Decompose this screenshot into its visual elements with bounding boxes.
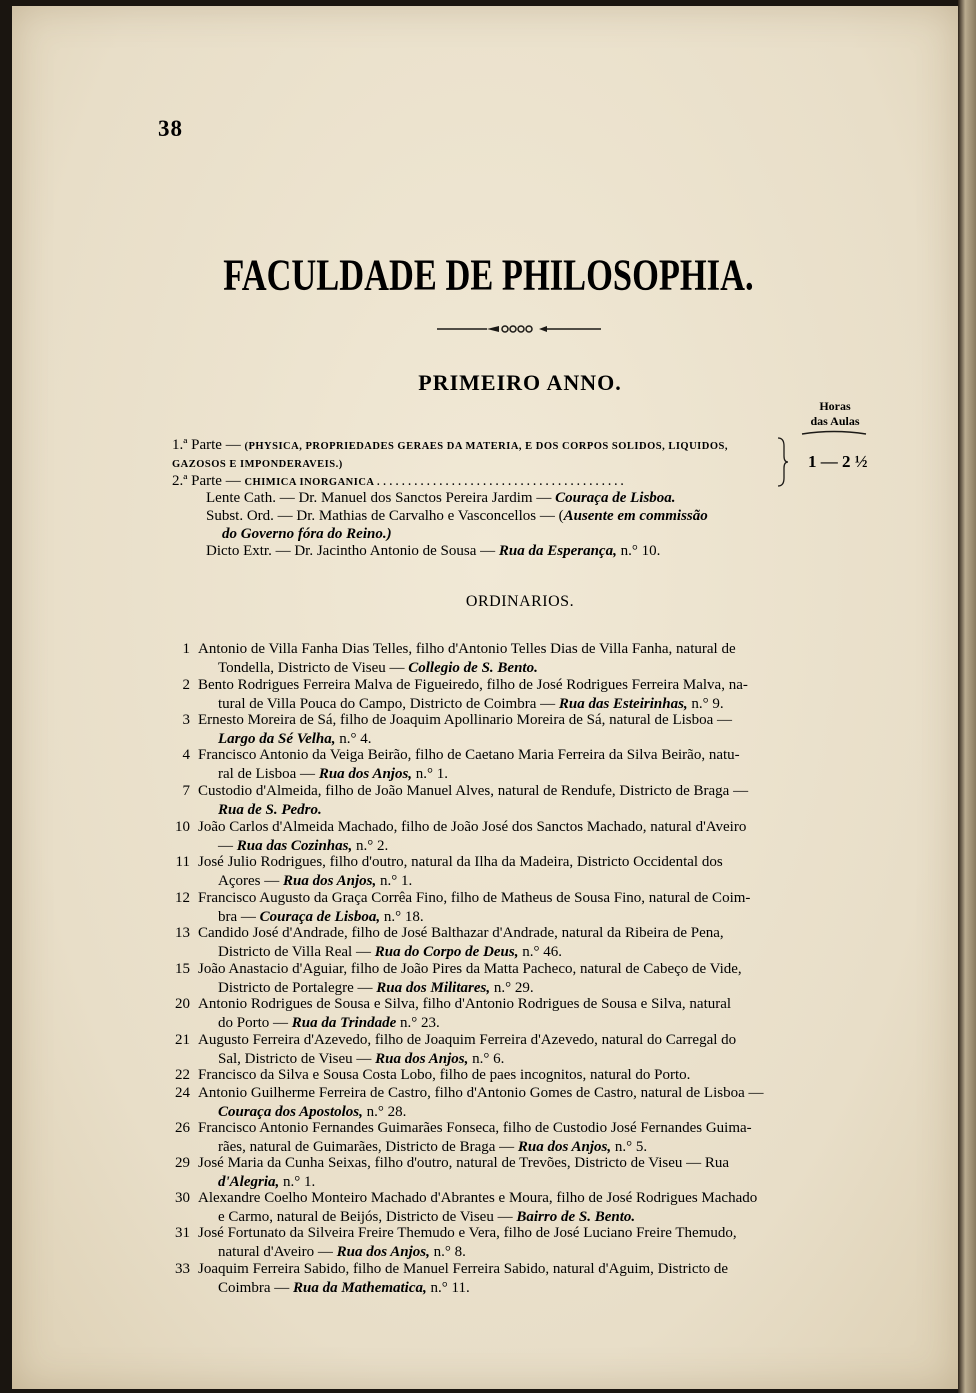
ornament-divider-icon [437,324,601,334]
part2-description: CHIMICA INORGANICA . . . . . . . . . . . . . . . . . . . . . . . . . . . . . . . . . . . . . . . . [244,477,624,488]
entry-address: Couraça de Lisboa, [259,908,381,925]
list-item [162,640,872,677]
list-item [162,1119,872,1156]
part1-description: (PHYSICA, PROPRIEDADES GERAES DA MATERIA, E DOS CORPOS SOLIDOS, LIQUIDOS, [244,441,728,452]
entry-text: bra — [218,908,260,925]
entry-number: 3 [182,712,190,728]
entry-address-number: n.° 29. [490,979,534,996]
entry-line: João Carlos d'Almeida Machado, filho de João José dos Sanctos Machado, natural d'Aveiro [198,819,747,835]
entry-number: 12 [175,890,190,906]
entry-address-number: n.° 4. [335,730,372,747]
entry-number: 29 [175,1155,190,1171]
entry-line: Francisco da Silva e Sousa Costa Lobo, filho de paes incognitos, natural do Porto. [198,1067,691,1083]
staff-address: Couraça de Lisboa. [555,490,676,506]
entry-number: 7 [182,783,190,799]
hours-value: 1 — 2 ½ [808,452,868,471]
entry-address-number: n.° 23. [396,1014,440,1031]
entry-text: do Porto — [218,1014,292,1031]
entry-line: Francisco Augusto da Graça Corrêa Fino, filho de Matheus de Sousa Fino, natural de Coim- [198,890,751,906]
book-edge [958,0,976,1393]
staff-role: Dicto Extr. — Dr. Jacintho Antonio de Sousa — [206,543,499,559]
entry-address-number: n.° 46. [518,943,562,960]
entry-address: Rua de S. Pedro. [218,801,322,818]
entry-line: Candido José d'Andrade, filho de José Balthazar d'Andrade, natural da Ribeira de Pena, [198,925,724,941]
entry-line: Alexandre Coelho Monteiro Machado d'Abrantes e Moura, filho de José Rodrigues Machado [198,1190,758,1206]
entry-line-continued [218,1014,440,1033]
list-item [162,1260,872,1297]
entry-number: 2 [182,677,190,693]
page-number: 38 [158,116,183,141]
entry-line-continued [218,1243,466,1262]
entry-address-number: n.° 1. [412,765,449,782]
list-item [162,1154,872,1191]
entry-line: Custodio d'Almeida, filho de João Manuel Alves, natural de Rendufe, Districto de Braga — [198,783,749,799]
page-title-text: FACULDADE DE PHILOSOPHIA. [222,251,754,301]
entry-address-number: n.° 8. [429,1243,466,1260]
entry-text: tural de Villa Pouca do Campo, Districto de Coimbra — [218,695,559,712]
entry-address: d'Alegria, [218,1173,280,1190]
entry-line: Joaquim Ferreira Sabido, filho de Manuel Ferreira Sabido, natural d'Aguim, Districto de [198,1261,729,1277]
entry-number: 26 [175,1120,190,1136]
entry-line: José Maria da Cunha Seixas, filho d'outro, natural de Trevões, Districto de Viseu — Rua [198,1155,730,1171]
entry-number: 15 [175,961,190,977]
entry-address-number: n.° 28. [362,1103,407,1120]
list-item [162,711,872,748]
list-item [162,1031,872,1068]
entry-address: Rua dos Anjos, [318,765,413,782]
list-item [162,1189,872,1226]
entry-text: Districto de Villa Real — [218,943,375,960]
list-item [162,889,872,926]
part1-label: 1.ª Parte — [172,437,241,453]
year-heading: PRIMEIRO ANNO. [418,370,622,395]
entry-text: natural d'Aveiro — [218,1243,337,1260]
entry-text: e Carmo, natural de Beijós, Districto de Viseu — [218,1208,517,1225]
staff-row [206,489,676,507]
entry-number: 33 [175,1261,190,1277]
entry-address: Largo da Sé Velha, [218,730,336,747]
entry-line: Augusto Ferreira d'Azevedo, filho de Joaquim Ferreira d'Azevedo, natural do Carregal do [198,1032,737,1048]
entry-address: Rua da Trindade [291,1014,397,1031]
entry-line: Ernesto Moreira de Sá, filho de Joaquim Apollinario Moreira de Sá, natural de Lisboa — [198,712,733,728]
entry-address-number: n.° 18. [380,908,424,925]
brace-icon [776,436,788,488]
hours-header [798,399,872,429]
entry-line-continued [218,872,412,891]
list-item [162,746,872,783]
entry-line: Antonio Rodrigues de Sousa e Silva, filho d'Antonio Rodrigues de Sousa e Silva, natural [198,996,732,1012]
entry-line: José Julio Rodrigues, filho d'outro, natural da Ilha da Madeira, Districto Occidental dos [198,854,723,870]
page-title [0,251,976,301]
entry-address-number: n.° 1. [279,1173,316,1190]
list-item [162,818,872,855]
entry-line: João Anastacio d'Aguiar, filho de João Pires da Matta Pacheco, natural de Cabeço de Vide, [198,961,742,977]
entry-number: 10 [175,819,190,835]
entry-line: Francisco Antonio Fernandes Guimarães Fonseca, filho de Custodio José Fernandes Guima- [198,1120,752,1136]
entry-text: ral de Lisboa — [218,765,319,782]
entry-address: Rua das Cozinhas, [236,837,353,854]
hours-header-line1: Horas [819,399,851,413]
hours-header-line2: das Aulas [810,414,860,428]
staff-address: Ausente em commissão [563,508,708,524]
entry-number: 20 [175,996,190,1012]
entry-number: 24 [175,1085,190,1101]
staff-address: Rua da Esperança, [498,543,617,559]
entry-address: Rua dos Anjos, [282,872,377,889]
entry-number: 1 [182,641,190,657]
entry-line: Antonio Guilherme Ferreira de Castro, filho d'Antonio Gomes de Castro, natural de Lisboa — [198,1085,764,1101]
entry-address-number: n.° 6. [468,1050,505,1067]
list-item [162,1224,872,1261]
staff-row [206,507,708,525]
entry-number: 22 [175,1067,190,1083]
entry-number: 31 [175,1225,190,1241]
entry-text: Açores — [218,872,283,889]
staff-row [206,542,660,560]
entry-number: 4 [182,747,190,763]
section-heading: ORDINARIOS. [465,593,575,610]
entry-number: 11 [175,854,190,870]
entry-address: Collegio de S. Bento. [408,659,538,676]
entry-text: rães, natural de Guimarães, Districto de Braga — [218,1138,518,1155]
staff-role: Subst. Ord. — Dr. Mathias de Carvalho e Vasconcellos — ( [206,508,564,524]
entry-address: Rua dos Anjos, [336,1243,430,1260]
entry-address: Rua dos Anjos, [517,1138,612,1155]
list-item [162,924,872,961]
entry-address-number: n.° 9. [687,695,724,712]
entry-number: 21 [175,1032,190,1048]
entry-line-continued [218,801,322,820]
entry-address: Rua dos Anjos, [375,1050,469,1067]
entry-number: 13 [175,925,190,941]
list-item [162,782,872,819]
course-part1 [172,436,728,456]
list-item [162,853,872,890]
entry-address: Couraça dos Apostolos, [218,1103,363,1120]
staff-address-number: n.° 10. [616,543,661,559]
list-item [162,676,872,713]
staff-role: Lente Cath. — Dr. Manuel dos Sanctos Pereira Jardim — [206,490,556,506]
entry-line-continued [218,765,448,784]
entry-line-continued [218,659,538,678]
list-item [162,995,872,1032]
entry-line-continued [218,1279,470,1298]
entry-line: José Fortunato da Silveira Freire Themudo e Vera, filho de José Luciano Freire Themudo, [198,1225,737,1241]
entry-address-number: n.° 1. [376,872,413,889]
entry-number: 30 [175,1190,190,1206]
entry-address-number: n.° 11. [426,1279,470,1296]
entry-line: Bento Rodrigues Ferreira Malva de Figueiredo, filho de José Rodrigues Ferreira Malva, na- [198,677,748,693]
entry-text: Coimbra — [218,1279,293,1296]
staff-address: do Governo fóra do Reino.) [222,526,392,542]
part2-label: 2.ª Parte — [172,473,241,489]
entry-address: Rua das Esteirinhas, [558,695,688,712]
entry-text: Districto de Portalegre — [218,979,377,996]
staff-row [222,525,392,543]
entry-address: Rua do Corpo de Deus, [374,943,519,960]
entry-address: Rua da Mathematica, [293,1279,427,1296]
entry-text: — [218,837,237,854]
entry-line-continued [218,943,562,962]
list-item [162,960,872,997]
entry-text: Sal, Districto de Viseu — [218,1050,376,1067]
entry-address: Bairro de S. Bento. [516,1208,636,1225]
entry-text: Tondella, Districto de Viseu — [218,659,409,676]
entry-address: Rua dos Militares, [376,979,491,996]
entry-address-number: n.° 5. [611,1138,648,1155]
entry-line: Antonio de Villa Fanha Dias Telles, filho d'Antonio Telles Dias de Villa Fanha, natural de [198,641,736,657]
entry-line: Francisco Antonio da Veiga Beirão, filho de Caetano Maria Ferreira da Silva Beirão, natu- [198,747,740,763]
entry-address-number: n.° 2. [352,837,389,854]
hours-rule-icon [800,430,868,436]
course-part1-continued: GAZOSOS E IMPONDERAVEIS.) [172,459,343,470]
list-item [162,1084,872,1121]
